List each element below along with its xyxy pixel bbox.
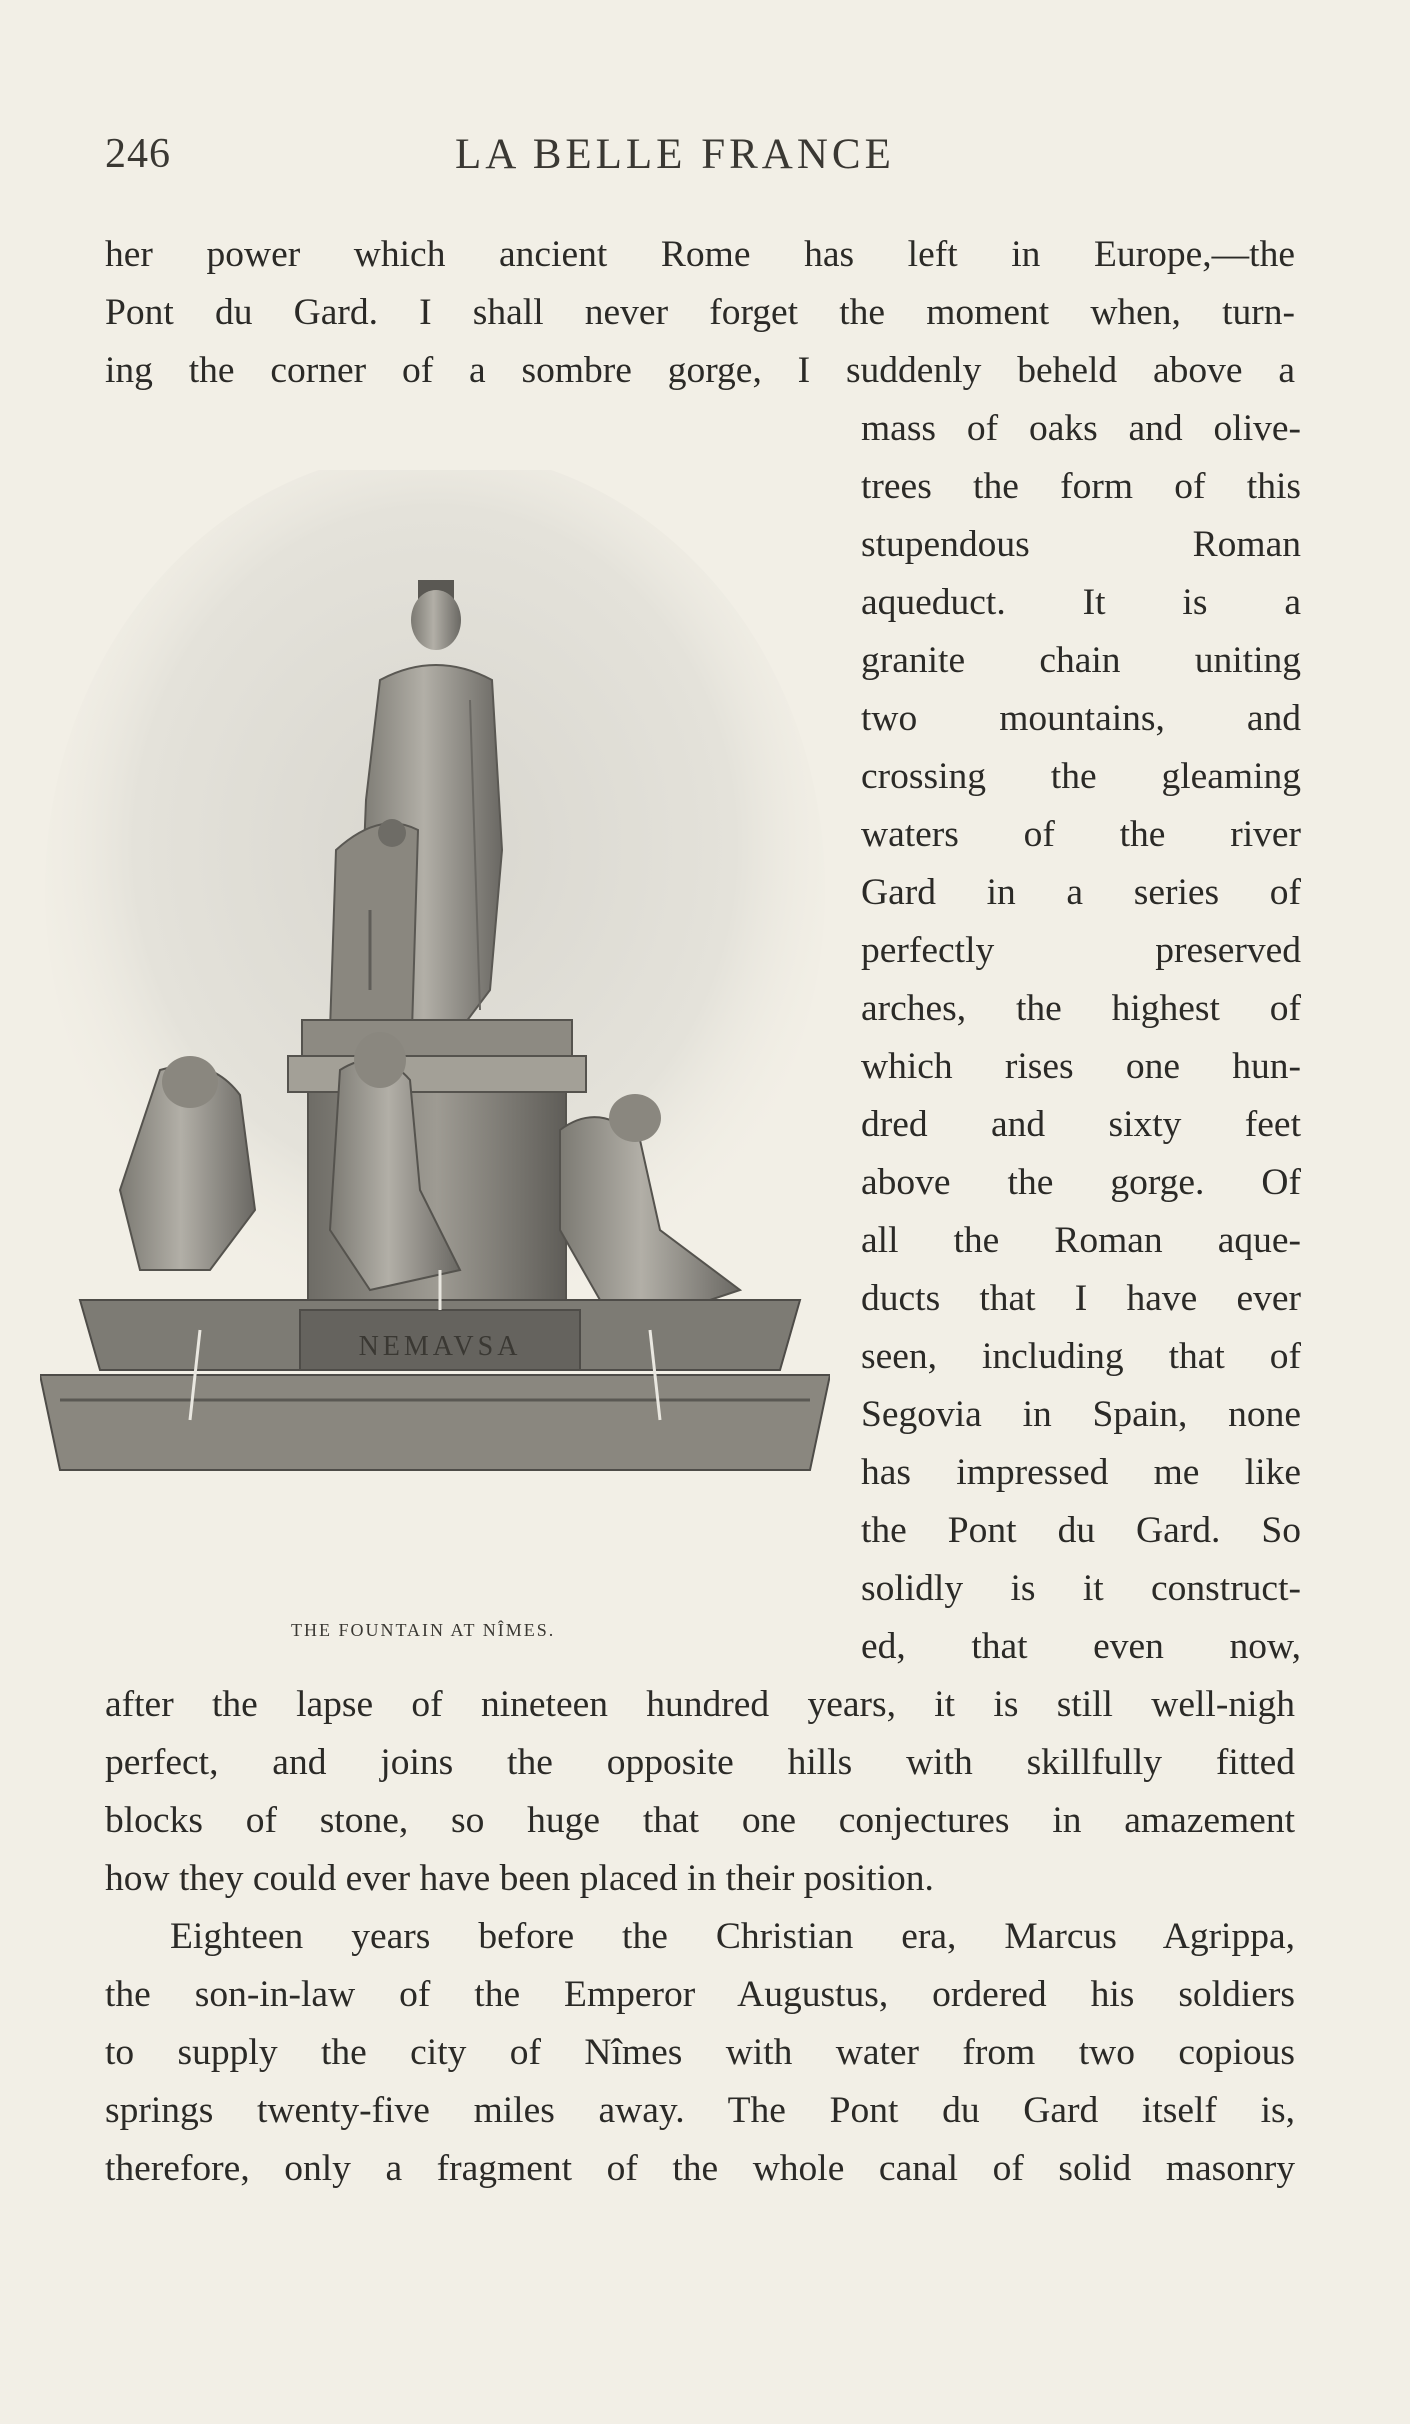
text-line: granite chain uniting <box>861 640 1301 681</box>
text-line: dred and sixty feet <box>861 1104 1301 1145</box>
text-line: Segovia in Spain, none <box>861 1394 1301 1435</box>
text-line: stupendous Roman <box>861 524 1301 565</box>
text-line: above the gorge. Of <box>861 1162 1301 1203</box>
text-line: her power which ancient Rome has left in Europe,—the <box>105 234 1295 275</box>
text-line: springs twenty-five miles away. The Pont du Gard itself is, <box>105 2090 1295 2131</box>
text-line: how they could ever have been placed in their position. <box>105 1858 934 1899</box>
text-line: crossing the gleaming <box>861 756 1301 797</box>
text-line: has impressed me like <box>861 1452 1301 1493</box>
text-line: Pont du Gard. I shall never forget the moment when, turn- <box>105 292 1295 333</box>
text-line: mass of oaks and olive- <box>861 408 1301 449</box>
page-number: 246 <box>105 131 171 177</box>
text-line: seen, including that of <box>861 1336 1301 1377</box>
text-line: to supply the city of Nîmes with water from two copious <box>105 2032 1295 2073</box>
text-line: arches, the highest of <box>861 988 1301 1029</box>
figure-caption: THE FOUNTAIN AT NÎMES. <box>291 1620 556 1640</box>
paragraph-first-line: Eighteen years before the Christian era, Marcus Agrippa, <box>170 1916 1295 1957</box>
text-line: Gard in a series of <box>861 872 1301 913</box>
pedestal-inscription: NEMAVSA <box>358 1331 522 1362</box>
text-line: two mountains, and <box>861 698 1301 739</box>
text-line: perfectly preserved <box>861 930 1301 971</box>
text-line: the Pont du Gard. So <box>861 1510 1301 1551</box>
text-line: ducts that I have ever <box>861 1278 1301 1319</box>
running-head <box>105 130 1305 190</box>
fountain-illustration <box>40 470 830 1605</box>
text-line: aqueduct. It is a <box>861 582 1301 623</box>
fountain-basin <box>40 1270 830 1470</box>
text-line: all the Roman aque- <box>861 1220 1301 1261</box>
text-line: perfect, and joins the opposite hills with skillfully fitted <box>105 1742 1295 1783</box>
text-line: therefore, only a fragment of the whole canal of solid masonry <box>105 2148 1295 2189</box>
text-line: the son-in-law of the Emperor Augustus, ordered his soldiers <box>105 1974 1295 2015</box>
text-line: blocks of stone, so huge that one conjectures in amazement <box>105 1800 1295 1841</box>
text-line: waters of the river <box>861 814 1301 855</box>
text-line: ed, that even now, <box>861 1626 1301 1667</box>
running-title: LA BELLE FRANCE <box>455 131 895 178</box>
text-line: which rises one hun- <box>861 1046 1301 1087</box>
text-line: ing the corner of a sombre gorge, I suddenly beheld above a <box>105 350 1295 391</box>
text-line: after the lapse of nineteen hundred years, it is still well-nigh <box>105 1684 1295 1725</box>
text-line: solidly is it construct- <box>861 1568 1301 1609</box>
text-line: trees the form of this <box>861 466 1301 507</box>
